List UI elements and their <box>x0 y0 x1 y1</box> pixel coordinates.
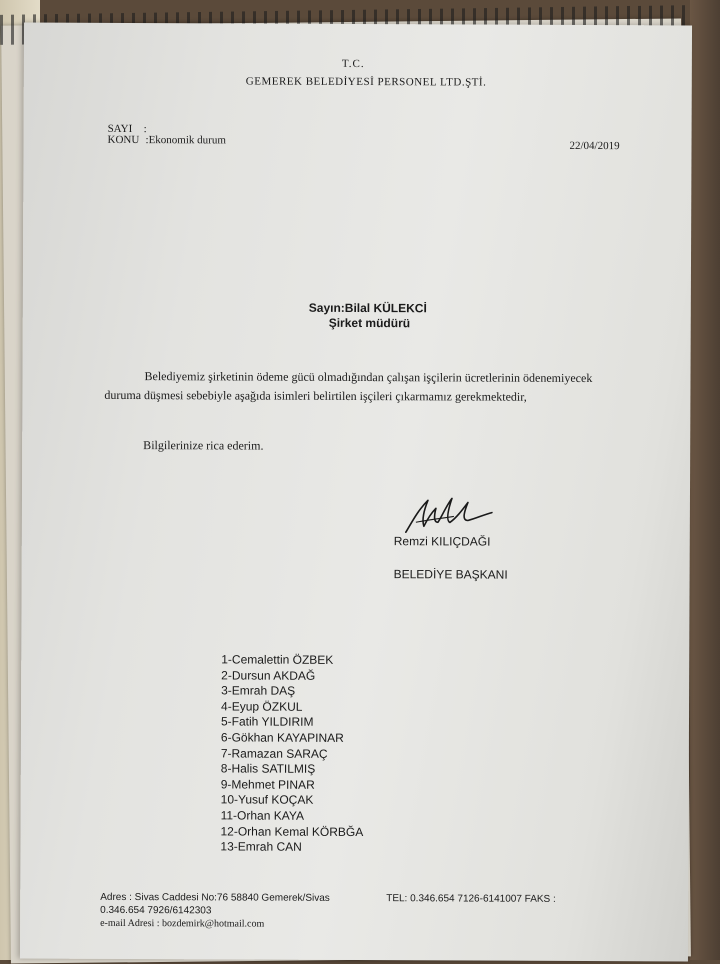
list-item: 1-Cemalettin ÖZBEK <box>221 652 334 667</box>
list-item: 13-Emrah CAN <box>220 839 302 854</box>
list-item: 11-Orhan KAYA <box>220 808 304 823</box>
background-right <box>690 0 720 960</box>
konu-label: KONU <box>107 133 140 147</box>
signer-title: BELEDİYE BAŞKANI <box>393 567 508 582</box>
list-item: 10-Yusuf KOÇAK <box>220 792 314 808</box>
names-list <box>220 652 364 855</box>
list-item: 6-Gökhan KAYAPINAR <box>220 730 344 745</box>
header-company-name: GEMEREK BELEDİYESİ PERSONEL LTD.ŞTİ. <box>245 75 487 89</box>
list-item: 3-Emrah DAŞ <box>221 683 296 698</box>
footer-fax: 0.346.654 7926/6142303 <box>100 904 212 917</box>
list-item: 7-Ramazan SARAÇ <box>220 745 328 761</box>
footer-email: e-mail Adresi : bozdemirk@hotmail.com <box>100 917 265 930</box>
list-item: 12-Orhan Kemal KÖRBĞA <box>220 823 364 839</box>
closing-line: Bilgilerinize rica ederim. <box>143 438 264 453</box>
recipient-title: Şirket müdürü <box>328 315 411 331</box>
konu-value: :Ekonomik durum <box>145 134 226 147</box>
footer-address: Adres : Sivas Caddesi No:76 58840 Gemerek/Sivas <box>100 891 330 904</box>
letter-page <box>20 23 692 962</box>
body-paragraph: Belediyemiz şirketinin ödeme gücü olmadığından çalışan işçilerin ücretlerinin ödenemiyecek duruma düşmesi sebebiyle aşağıda isimleri belirtilen işçileri çıkarmamız gerekmektedir, <box>104 369 593 404</box>
signer-name: Remzi KILIÇDAĞI <box>393 534 491 549</box>
recipient-name: Sayın:Bilal KÜLEKCİ <box>308 300 427 316</box>
header-tc: T.C. <box>341 57 365 71</box>
sayi-value: : <box>143 123 147 136</box>
footer-phone: TEL: 0.346.654 7126-6141007 FAKS : <box>386 893 556 905</box>
letter-date: 22/04/2019 <box>569 139 620 153</box>
sayi-label: SAYI <box>107 122 133 136</box>
list-item: 5-Fatih YILDIRIM <box>220 714 314 730</box>
list-item: 4-Eyup ÖZKUL <box>221 699 303 714</box>
list-item: 2-Dursun AKDAĞ <box>221 668 316 683</box>
list-item: 8-Halis SATILMIŞ <box>220 761 316 776</box>
handwritten-signature <box>402 492 494 536</box>
list-item: 9-Mehmet PINAR <box>220 777 315 792</box>
